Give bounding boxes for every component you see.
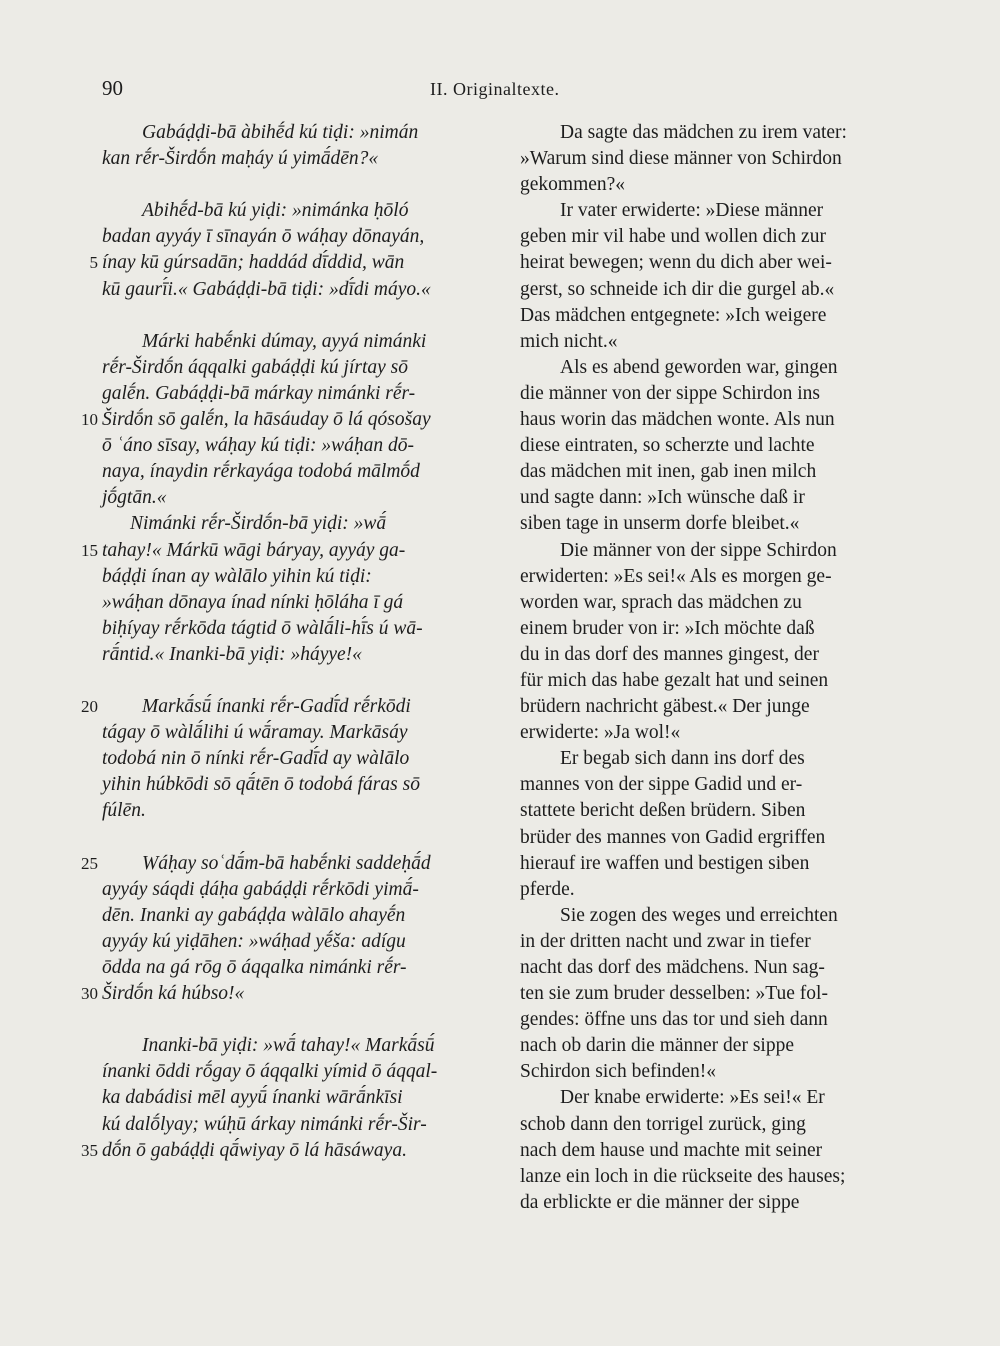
- text-line: badan ayyáy ī sīnayán ō wáḥay dōnayán,: [102, 226, 425, 248]
- text-line: ō ʿáno sīsay, wáḥay kú tiḍi: »wáḥan dō-: [102, 435, 414, 457]
- text-line: 20 Markā́sū́ ínanki rḗr-Gadī́d rḗrkōdi: [102, 694, 495, 720]
- text-line: ka dabádisi mēl ayyū́ ínanki wārā́nkīsi: [102, 1087, 403, 1109]
- line-number: 25: [81, 853, 98, 873]
- text-line: Abihḗd-bā kú yiḍi: »nimánka ḥōló: [142, 200, 409, 222]
- text-line: tágay ō wàlā́lihi ú wā́ramay. Markāsáy: [102, 722, 408, 744]
- text-line: 30 Širdṓn ká húbso!«: [102, 981, 495, 1007]
- text-line: schob dann den torrigel zurück, ging: [520, 1113, 806, 1135]
- text-line: erwiderten: »Es sei!« Als es morgen ge-: [520, 565, 832, 587]
- text-line: ayyáy sáqdi ḍáḥa gabáḍḍi rḗrkōdi yimā́-: [102, 878, 419, 900]
- german-translation-column: [520, 120, 915, 1216]
- text-line: Als es abend geworden war, gingen: [560, 356, 838, 378]
- text-line: gekommen?«: [520, 174, 626, 196]
- text-line: Sie zogen des weges und erreichten: [560, 904, 838, 926]
- text-line: stattete bericht deßen brüdern. Siben: [520, 800, 806, 822]
- text-line: »wáḥan dōnaya ínad nínki ḥōláha ī gá: [102, 591, 404, 613]
- text-line: für mich das habe gezalt hat und seinen: [520, 669, 829, 691]
- text-line: 10 Širdṓn sō galḗn, la hāsáuday ō lá qósošay: [102, 407, 495, 433]
- text-line: pferde.: [520, 878, 575, 900]
- text-line: naya, ínaydin rḗrkayága todobá mālmṓd: [102, 461, 420, 483]
- text-line: heirat bewegen; wenn du dich aber wei-: [520, 252, 832, 274]
- text-line: mannes von der sippe Gadid und er-: [520, 774, 803, 796]
- text-line: die männer von der sippe Schirdon ins: [520, 382, 821, 404]
- somali-text-column: [81, 120, 495, 1164]
- text-line: dēn. Inanki ay gabáḍḍa wàlālo ahayḗn: [102, 904, 406, 926]
- text-line: diese eintraten, so scherzte und lachte: [520, 435, 815, 457]
- text-line: in der dritten nacht und zwar in tiefer: [520, 930, 811, 952]
- text-line: nacht das dorf des mädchens. Nun sag-: [520, 957, 825, 978]
- text-line: nach dem hause und machte mit seiner: [520, 1139, 823, 1161]
- line-number: 10: [81, 410, 98, 430]
- text-line: erwiderte: »Ja wol!«: [520, 722, 681, 744]
- text-line: Gabáḍḍi-bā àbihḗd kú tiḍi: »nimán: [142, 122, 419, 143]
- text-line: 35 dṓn ō gabáḍḍi qā́wiyay ō lá hāsáwaya.: [102, 1138, 495, 1164]
- text-line: haus worin das mädchen wonte. Als nun: [520, 409, 835, 431]
- line-number: 35: [81, 1140, 98, 1160]
- text-line: Er begab sich dann ins dorf des: [560, 748, 805, 770]
- text-line: du in das dorf des mannes gingest, der: [520, 643, 819, 665]
- text-line: ten sie zum bruder desselben: »Tue fol-: [520, 983, 828, 1005]
- text-line: biḥíyay rḗrkōda tágtid ō wàlā́li-hī́s ú wā-: [102, 617, 423, 639]
- text-line: gendes: öffne uns das tor und sieh dann: [520, 1009, 828, 1031]
- text-line: geben mir vil habe und wollen dich zur: [520, 226, 826, 248]
- text-line: rā́ntid.« Inanki-bā yiḍi: »háyye!«: [102, 643, 362, 665]
- text-line: brüdern nachricht gäbest.« Der junge: [520, 696, 810, 718]
- text-line: und sagte dann: »Ich wünsche daß ir: [520, 487, 805, 509]
- text-line: fúlēn.: [102, 800, 146, 822]
- text-line: mich nicht.«: [520, 330, 618, 352]
- text-line: das mädchen mit inen, gab inen milch: [520, 461, 817, 483]
- text-line: 25 Wáḥay soʿdā́m-bā habḗnki saddeḥā́d: [102, 851, 495, 877]
- text-line: Márki habḗnki dúmay, ayyá nimánki: [142, 330, 427, 352]
- text-line: Das mädchen entgegnete: »Ich weigere: [520, 304, 827, 326]
- text-line: worden war, sprach das mädchen zu: [520, 591, 802, 613]
- text-line: einem bruder von ir: »Ich möchte daß: [520, 617, 815, 639]
- text-line: kan rḗr-Širdṓn maḥáy ú yimā́dēn?«: [102, 148, 379, 170]
- text-line: rḗr-Širdṓn áqqalki gabáḍḍi kú jírtay sō: [102, 356, 408, 378]
- page-number: 90: [102, 76, 123, 100]
- text-line: 5 ínay kū gúrsadān; haddád dī́ddid, wān: [102, 250, 495, 276]
- text-line: kú dalṓlyay; wúḥū árkay nimánki rḗr-Šir-: [102, 1113, 427, 1135]
- text-line: kū gaurī́i.« Gabáḍḍi-bā tiḍi: »dī́di máyo.«: [102, 278, 431, 300]
- text-line: yihin húbkōdi sō qā́tēn ō todobá fáras sō: [102, 774, 420, 796]
- line-number: 30: [81, 984, 98, 1004]
- line-number: 5: [89, 253, 98, 273]
- text-line: Ir vater erwiderte: »Diese männer: [560, 200, 824, 222]
- text-line: ayyáy kú yiḍāhen: »wáḥad yḗša: adígu: [102, 930, 406, 952]
- text-line: Inanki-bā yiḍi: »wā́ tahay!« Markā́sū́: [142, 1035, 435, 1057]
- text-line: báḍḍi ínan ay wàlālo yihin kú tiḍi:: [102, 565, 372, 587]
- text-line: »Warum sind diese männer von Schirdon: [520, 148, 842, 170]
- text-line: hierauf ire waffen und bestigen siben: [520, 852, 810, 874]
- text-line: da erblickte er die männer der sippe: [520, 1191, 800, 1213]
- text-line: 15 tahay!« Márkū wāgi báryay, ayyáy ga-: [102, 538, 495, 564]
- text-line: siben tage in unserm dorfe bleibet.«: [520, 513, 800, 535]
- text-line: lanze ein loch in die rückseite des hauses;: [520, 1165, 846, 1187]
- text-line: ínanki ōddi rṓgay ō áqqalki yímid ō áqqal-: [102, 1061, 438, 1083]
- text-line: todobá nin ō nínki rḗr-Gadī́d ay wàlālo: [102, 748, 410, 770]
- text-line: Der knabe erwiderte: »Es sei!« Er: [560, 1087, 825, 1109]
- text-line: Nimánki rḗr-Širdṓn-bā yiḍi: »wā́: [130, 513, 387, 535]
- text-line: Da sagte das mädchen zu irem vater:: [560, 122, 847, 143]
- text-line: gerst, so schneide ich dir die gurgel ab.«: [520, 278, 835, 300]
- text-line: galḗn. Gabáḍḍi-bā márkay nimánki rḗr-: [102, 382, 416, 404]
- text-line: jṓgtān.«: [102, 487, 167, 509]
- text-line: nach ob darin die männer der sippe: [520, 1035, 794, 1057]
- running-head: II. Originaltexte.: [430, 79, 560, 99]
- text-line: ōdda na gá rōg ō áqqalka nimánki rḗr-: [102, 957, 407, 978]
- line-number: 15: [81, 540, 98, 560]
- line-number: 20: [81, 697, 98, 717]
- text-line: Schirdon sich befinden!«: [520, 1061, 717, 1083]
- text-line: Die männer von der sippe Schirdon: [560, 539, 837, 561]
- text-line: brüder des mannes von Gadid ergriffen: [520, 826, 826, 848]
